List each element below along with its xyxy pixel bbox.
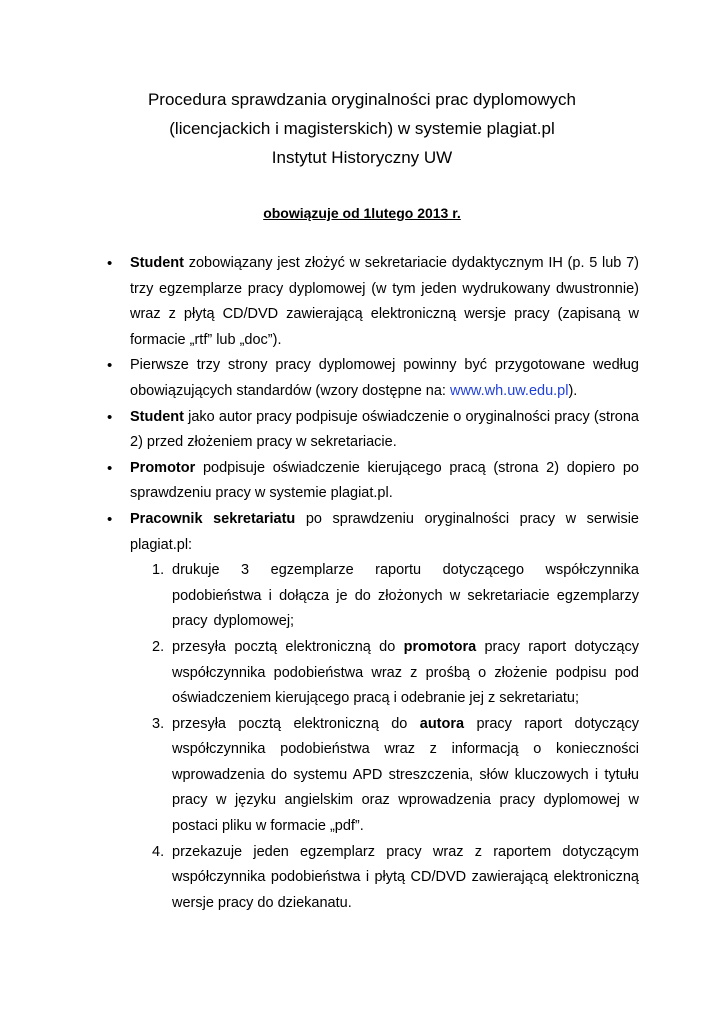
- website-link[interactable]: www.wh.uw.edu.pl: [449, 382, 569, 399]
- step-bold: promotora: [403, 638, 477, 655]
- title-line-2: (licencjackich i magisterskich) w systemie plagiat.pl: [169, 119, 555, 138]
- bullet-icon: [107, 507, 119, 534]
- step-text: drukuje 3 egzemplarze raportu dotyczącego współczynnika podobieństwa i dołącza je do złożonych w sekretariacie egzemplarzy pracy dyplomowej;: [172, 562, 639, 630]
- title-line-1: Procedura sprawdzania oryginalności prac dyplomowych: [147, 90, 577, 109]
- procedure-list: [107, 251, 639, 916]
- step-number: 2.: [152, 638, 165, 655]
- document-title: [0, 85, 724, 172]
- step-text: przekazuje jeden egzemplarz pracy wraz z raportem dotyczącym współczynnika podobieństwa i płytą CD/DVD zawierającą elektroniczną wersje pracy do dziekanatu.: [172, 843, 639, 911]
- step-text: przesyła pocztą elektroniczną do: [172, 715, 420, 732]
- bullet-bold-label: Student: [130, 408, 184, 425]
- bullet-item-standards: [107, 353, 639, 404]
- bullet-bold-label: Promotor: [130, 459, 196, 476]
- effective-date: obowiązuje od 1lutego 2013 r.: [263, 205, 461, 221]
- bullet-item-promotor: [107, 456, 639, 507]
- bullet-item-student-statement: [107, 405, 639, 456]
- bullet-bold-label: Pracownik sekretariatu: [130, 510, 296, 527]
- step-text: przesyła pocztą elektroniczną do: [172, 638, 404, 655]
- bullet-text: po sprawdzeniu oryginalności pracy w serwisie plagiat.pl:: [130, 510, 639, 553]
- step-number: 1.: [152, 562, 165, 579]
- bullet-icon: [107, 405, 119, 432]
- bullet-text: podpisuje oświadczenie kierującego pracą (strona 2) dopiero po sprawdzeniu pracy w systemie plagiat.pl.: [130, 459, 639, 502]
- bullet-icon: [107, 353, 119, 380]
- step-text-end: pracy raport dotyczący współczynnika podobieństwa wraz z informacją o konieczności wprowadzenia do systemu APD streszczenia, słów kluczowych i tytułu pracy w języku angielskim oraz wprowadzenia pracy dyplomowej w postaci pliku w formacie „pdf”.: [172, 715, 639, 835]
- secretariat-steps: [130, 558, 639, 916]
- step-bold: autora: [419, 715, 465, 732]
- step-number: 4.: [152, 843, 165, 860]
- title-line-3: Instytut Historyczny UW: [271, 148, 453, 167]
- bullet-text-end: ).: [568, 382, 578, 399]
- bullet-icon: [107, 251, 119, 278]
- step-item-1: [130, 558, 639, 635]
- bullet-text: Pierwsze trzy strony pracy dyplomowej powinny być przygotowane według obowiązujących standardów (wzory dostępne na:: [130, 357, 639, 399]
- bullet-item-secretariat: [107, 507, 639, 917]
- bullet-text: jako autor pracy podpisuje oświadczenie o oryginalności pracy (strona 2) przed złożeniem pracy w sekretariacie.: [130, 408, 639, 451]
- step-item-3: [130, 712, 639, 840]
- bullet-text: zobowiązany jest złożyć w sekretariacie dydaktycznym IH (p. 5 lub 7) trzy egzemplarze pracy dyplomowej (w tym jeden wydrukowany dwustronnie) wraz z płytą CD/DVD zawierającą elektroniczną wersje pracy (zapisaną w formacie „rtf” lub „doc”).: [130, 255, 639, 348]
- bullet-bold-label: Student: [130, 255, 184, 271]
- step-item-2: [130, 635, 639, 712]
- bullet-icon: [107, 456, 119, 483]
- bullet-item-student-submission: [107, 251, 639, 353]
- step-number: 3.: [152, 715, 165, 732]
- step-text-end: pracy raport dotyczący współczynnika podobieństwa wraz z prośbą o złożenie podpisu pod oświadczeniem kierującego pracą i odebranie jej z sekretariatu;: [172, 638, 639, 707]
- step-item-4: [130, 840, 639, 917]
